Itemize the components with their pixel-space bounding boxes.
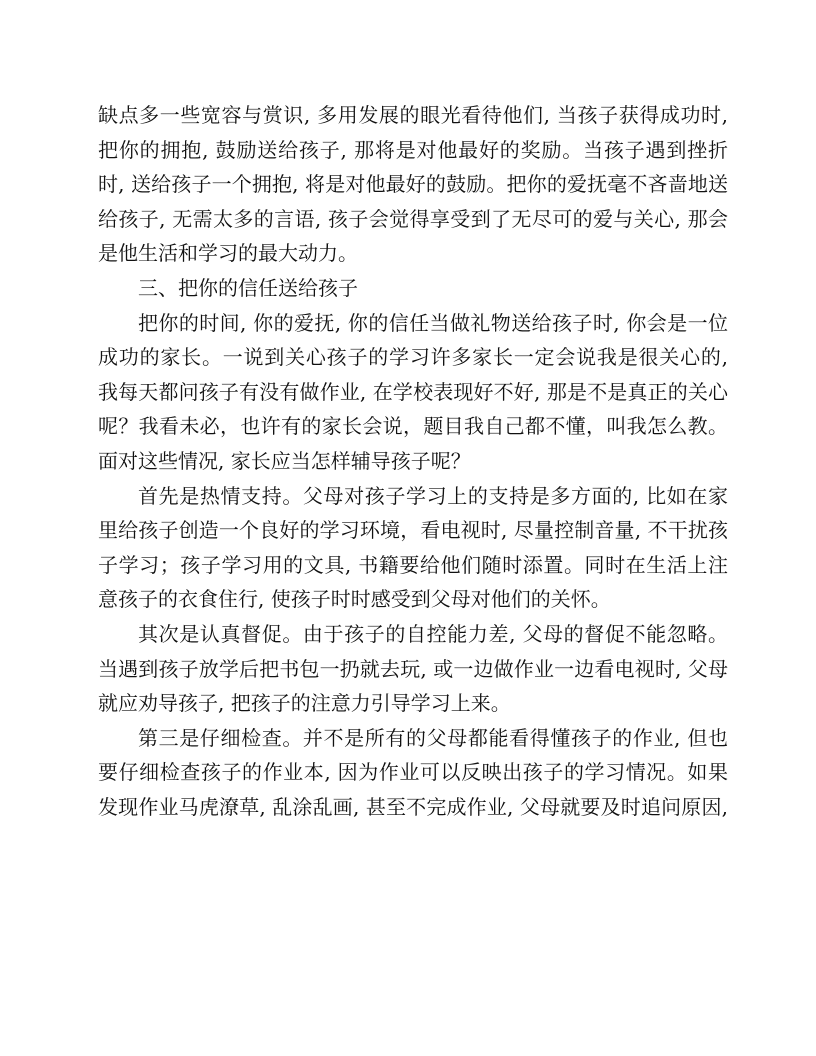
text-line: 我每天都问孩子有没有做作业, 在学校表现好不好, 那是不是真正的关心 bbox=[98, 379, 728, 404]
text-line: 其次是认真督促。由于孩子的自控能力差, 父母的督促不能忽略。 bbox=[138, 621, 728, 646]
text-line: 里给孩子创造一个良好的学习环境，看电视时, 尽量控制音量, 不干扰孩 bbox=[98, 518, 728, 543]
text-line: 当遇到孩子放学后把书包一扔就去玩, 或一边做作业一边看电视时, 父母 bbox=[98, 656, 728, 681]
body-text bbox=[98, 98, 728, 824]
text-line: 就应劝导孩子, 把孩子的注意力引导学习上来。 bbox=[98, 691, 511, 716]
text-line: 时, 送给孩子一个拥抱, 将是对他最好的鼓励。把你的爱抚毫不吝啬地送 bbox=[98, 172, 728, 197]
text-line: 要仔细检查孩子的作业本, 因为作业可以反映出孩子的学习情况。如果 bbox=[98, 760, 728, 785]
text-line: 把你的时间, 你的爱抚, 你的信任当做礼物送给孩子时, 你会是一位 bbox=[138, 310, 728, 335]
text-line: 是他生活和学习的最大动力。 bbox=[98, 241, 358, 266]
text-line: 呢？我看未必，也许有的家长会说，题目我自己都不懂，叫我怎么教。 bbox=[98, 414, 728, 439]
text-line: 意孩子的衣食住行, 使孩子时时感受到父母对他们的关怀。 bbox=[98, 587, 611, 612]
text-line: 给孩子, 无需太多的言语, 孩子会觉得享受到了无尽可的爱与关心, 那会 bbox=[98, 206, 728, 231]
text-line: 首先是热情支持。父母对孩子学习上的支持是多方面的, 比如在家 bbox=[138, 483, 728, 508]
text-line: 第三是仔细检查。并不是所有的父母都能看得懂孩子的作业, 但也 bbox=[138, 725, 728, 750]
text-line: 面对这些情况, 家长应当怎样辅导孩子呢？ bbox=[98, 448, 471, 473]
text-line: 缺点多一些宽容与赏识, 多用发展的眼光看待他们, 当孩子获得成功时, bbox=[98, 103, 728, 127]
text-line: 发现作业马虎潦草, 乱涂乱画, 甚至不完成作业, 父母就要及时追问原因, bbox=[98, 794, 728, 819]
text-line: 子学习；孩子学习用的文具, 书籍要给他们随时添置。同时在生活上注 bbox=[98, 552, 728, 577]
text-line: 把你的拥抱, 鼓励送给孩子, 那将是对他最好的奖励。当孩子遇到挫折 bbox=[98, 137, 728, 162]
section-heading: 三、把你的信任送给孩子 bbox=[138, 275, 358, 300]
text-line: 成功的家长。一说到关心孩子的学习许多家长一定会说我是很关心的, bbox=[98, 345, 728, 370]
